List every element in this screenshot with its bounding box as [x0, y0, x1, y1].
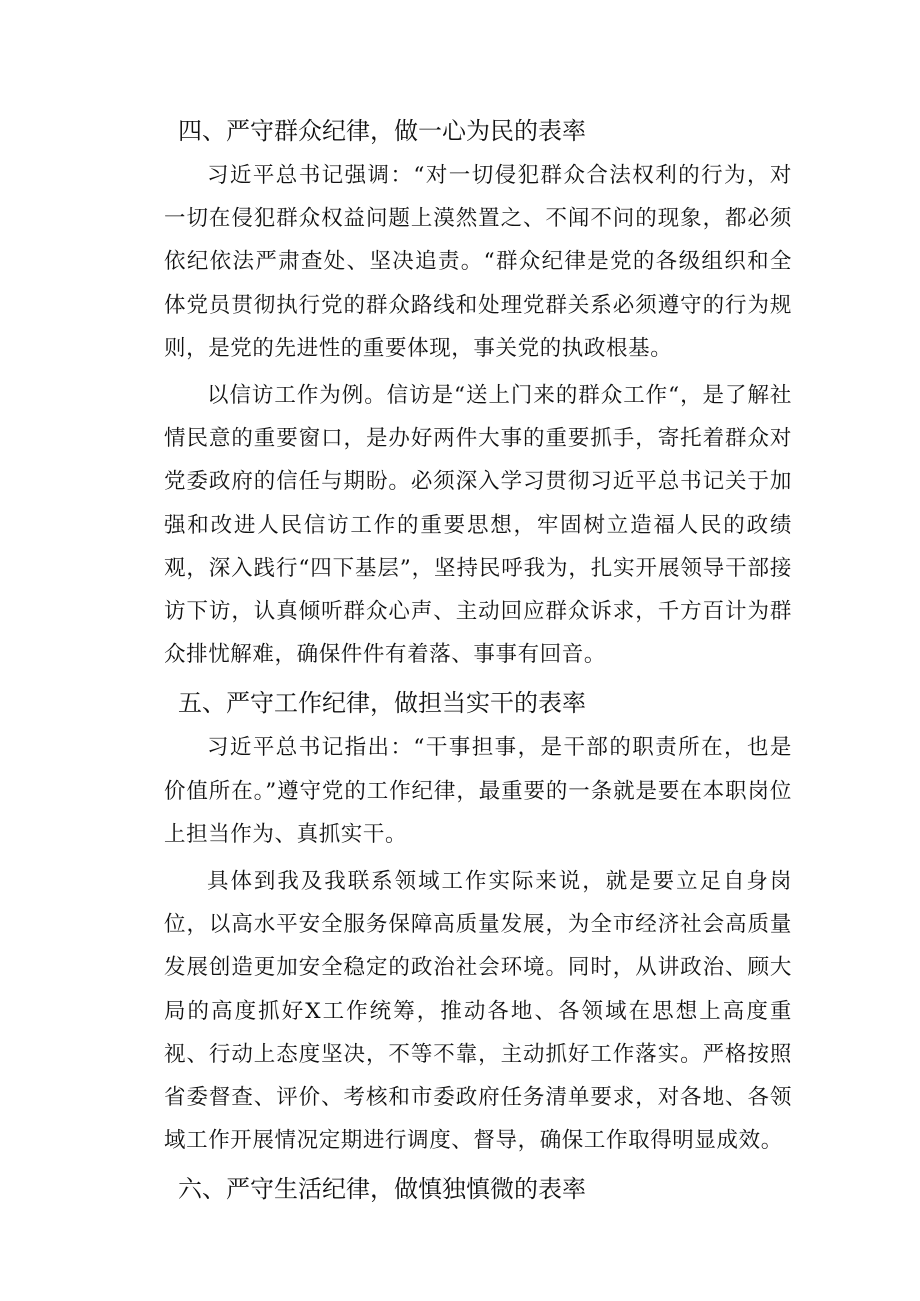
- section-4-paragraph-1: 习近平总书记强调：“对一切侵犯群众合法权利的行为，对一切在侵犯群众权益问题上漠然置之、不闻不问的现象，都必须依纪依法严肃查处、坚决追责。“群众纪律是党的各级组织和全体党员贯彻执行党的群众路线和处理党群关系必须遵守的行为规则，是党的先进性的重要体现，事关党的执政根基。: [164, 163, 792, 361]
- section-heading-5: 五、严守工作纪律，做担当实干的表率: [178, 689, 586, 718]
- section-heading-6: 六、严守生活纪律，做慎独慎微的表率: [178, 1175, 586, 1204]
- section-4-paragraph-2: 以信访工作为例。信访是“送上门来的群众工作“，是了解社情民意的重要窗口，是办好两件大事的重要抓手，寄托着群众对党委政府的信任与期盼。必须深入学习贯彻习近平总书记关于加强和改进人民信访工作的重要思想，牢固树立造福人民的政绩观，深入践行“四下基层”，坚持民呼我为，扎实开展领导干部接访下访，认真倾听群众心声、主动回应群众诉求，千方百计为群众排忧解难，确保件件有着落、事事有回音。: [164, 383, 792, 668]
- document-body: [164, 108, 792, 1212]
- section-5-paragraph-2: 具体到我及我联系领域工作实际来说，就是要立足自身岗位，以高水平安全服务保障高质量发展，为全市经济社会高质量发展创造更加安全稳定的政治社会环境。同时，从讲政治、顾大局的高度抓好X工作统筹，推动各地、各领域在思想上高度重视、行动上态度坚决，不等不靠，主动抓好工作落实。严格按照省委督查、评价、考核和市委政府任务清单要求，对各地、各领域工作开展情况定期进行调度、督导，确保工作取得明显成效。: [164, 869, 792, 1154]
- section-5-paragraph-1: 习近平总书记指出：“干事担事，是干部的职责所在，也是价值所在。”遵守党的工作纪律，最重要的一条就是要在本职岗位上担当作为、真抓实干。: [164, 735, 792, 847]
- section-heading-4: 四、严守群众纪律，做一心为民的表率: [178, 117, 586, 145]
